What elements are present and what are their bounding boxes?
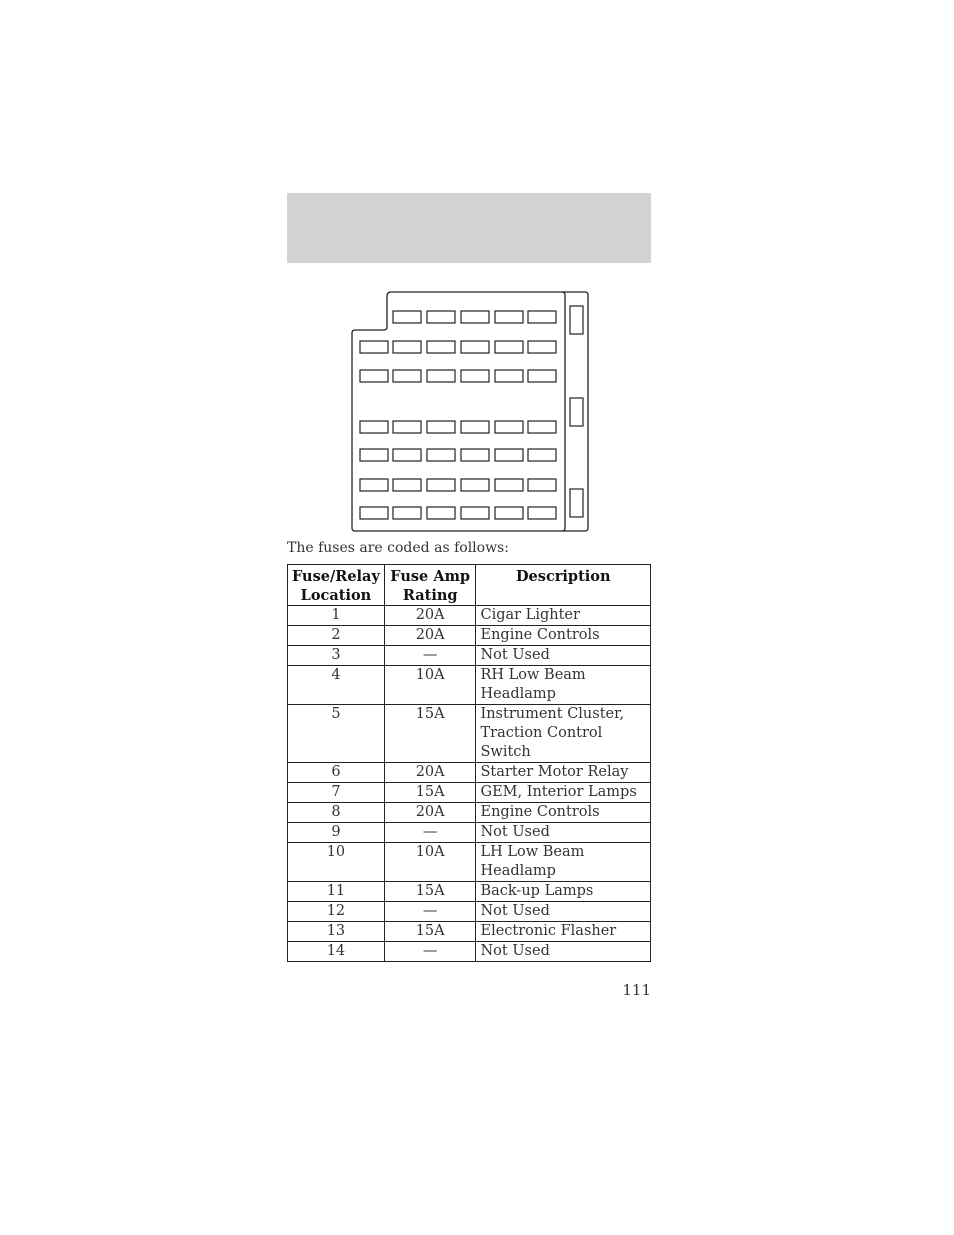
fuse-description-cell [476, 823, 651, 843]
header-rating [384, 565, 476, 606]
fuse-slot [427, 507, 455, 519]
fuse-slot [360, 421, 388, 433]
table-row [288, 823, 651, 843]
table-row [288, 922, 651, 942]
fuse-slot [528, 370, 556, 382]
fuse-slot [360, 370, 388, 382]
fuse-description-line: Instrument Cluster, [480, 706, 625, 722]
fuse-slot [393, 507, 421, 519]
fuse-location-cell: 14 [288, 942, 385, 962]
fuse-rating-cell: 15A [384, 922, 476, 942]
table-row [288, 843, 651, 882]
fuse-description-line: Engine Controls [480, 804, 600, 820]
fuse-location-cell: 10 [288, 843, 385, 882]
fuse-description-line: LH Low Beam [480, 844, 585, 860]
fuse-description-cell [476, 803, 651, 823]
fuse-slot [427, 421, 455, 433]
fuse-slot [461, 341, 489, 353]
fuse-rating-cell: 15A [384, 882, 476, 902]
fuse-description-cell [476, 606, 651, 626]
fuse-slot [495, 479, 523, 491]
fuse-description-line: GEM, Interior Lamps [480, 784, 637, 800]
fuse-slot [461, 421, 489, 433]
relay-slot [570, 489, 583, 517]
header-rating-line2: Rating [402, 587, 458, 604]
fuse-description-line: Engine Controls [480, 627, 600, 643]
fuse-slot [393, 449, 421, 461]
page-number: 111 [622, 981, 651, 999]
fuse-location-cell: 7 [288, 783, 385, 803]
fuse-slot [461, 479, 489, 491]
fuse-slot [495, 421, 523, 433]
fuse-location-cell: 8 [288, 803, 385, 823]
header-description-line1: Description [515, 568, 611, 585]
fuse-location-cell: 5 [288, 705, 385, 763]
table-row [288, 763, 651, 783]
fuse-description-line: RH Low Beam [480, 667, 586, 683]
fuse-description-cell [476, 646, 651, 666]
fuse-slot [528, 341, 556, 353]
fuse-description-line: Traction Control Switch [480, 725, 603, 760]
fuse-location-cell: 9 [288, 823, 385, 843]
fuse-slot [393, 479, 421, 491]
header-description [476, 565, 651, 606]
table-row [288, 902, 651, 922]
fuse-slot [393, 421, 421, 433]
header-rating-line1: Fuse Amp [390, 568, 471, 585]
fuse-description-cell [476, 843, 651, 882]
section-header-band [287, 193, 651, 263]
fuse-description-line: Not Used [480, 647, 550, 663]
table-row [288, 942, 651, 962]
relay-slot [570, 306, 583, 334]
fuse-description-cell [476, 763, 651, 783]
fuse-location-cell: 1 [288, 606, 385, 626]
fuse-slot [393, 370, 421, 382]
fuse-slot [427, 479, 455, 491]
fuse-rating-cell: 15A [384, 783, 476, 803]
fuse-description-line: Headlamp [480, 863, 556, 879]
fuse-description-cell [476, 882, 651, 902]
fuse-slot [427, 341, 455, 353]
fuse-table-header-row [288, 565, 651, 606]
fuse-location-cell: 3 [288, 646, 385, 666]
fuse-description-cell [476, 922, 651, 942]
fuse-panel-diagram [350, 291, 590, 533]
fuse-description-cell [476, 902, 651, 922]
fuse-description-cell [476, 705, 651, 763]
fuse-slot [393, 341, 421, 353]
table-row [288, 666, 651, 705]
table-row [288, 803, 651, 823]
fuse-slot [461, 449, 489, 461]
relay-slot [570, 398, 583, 426]
fuse-table [287, 564, 651, 962]
fuse-description-line: Not Used [480, 903, 550, 919]
fuse-location-cell: 11 [288, 882, 385, 902]
fuse-description-cell [476, 626, 651, 646]
header-location-line1: Fuse/Relay [292, 568, 380, 585]
fuse-rating-cell: 20A [384, 803, 476, 823]
fuse-rating-cell: — [384, 902, 476, 922]
fuse-slot [427, 449, 455, 461]
fuse-location-cell: 2 [288, 626, 385, 646]
fuse-slot [528, 479, 556, 491]
fuse-slot [360, 341, 388, 353]
fuse-description-line: Electronic Flasher [480, 923, 617, 939]
fuse-slot [528, 311, 556, 323]
fuse-description-line: Starter Motor Relay [480, 764, 629, 780]
fuse-location-cell: 4 [288, 666, 385, 705]
table-row [288, 646, 651, 666]
fuse-description-cell [476, 942, 651, 962]
fuse-rating-cell: 20A [384, 606, 476, 626]
table-row [288, 626, 651, 646]
fuse-location-cell: 12 [288, 902, 385, 922]
fuse-description-line: Cigar Lighter [480, 607, 580, 623]
fuse-location-cell: 6 [288, 763, 385, 783]
fuse-slot [393, 311, 421, 323]
fuse-slot [495, 507, 523, 519]
table-row [288, 783, 651, 803]
fuse-slot [528, 507, 556, 519]
fuse-rating-cell: — [384, 646, 476, 666]
fuse-location-cell: 13 [288, 922, 385, 942]
fuse-slot [461, 370, 489, 382]
fuse-rating-cell: 20A [384, 763, 476, 783]
fuse-slot [528, 421, 556, 433]
fuse-rating-cell: 10A [384, 666, 476, 705]
table-row [288, 705, 651, 763]
fuse-rating-cell: — [384, 942, 476, 962]
fuse-description-cell [476, 666, 651, 705]
table-row [288, 606, 651, 626]
fuse-slot [495, 370, 523, 382]
fuse-slot [360, 449, 388, 461]
fuse-slot [461, 311, 489, 323]
fuse-slot [427, 311, 455, 323]
fuse-slot [495, 449, 523, 461]
header-location-line2: Location [300, 587, 372, 604]
intro-text: The fuses are coded as follows: [287, 540, 509, 556]
fuse-rating-cell: — [384, 823, 476, 843]
fuse-panel-outline [352, 292, 588, 531]
fuse-description-line: Not Used [480, 824, 550, 840]
fuse-rating-cell: 20A [384, 626, 476, 646]
table-row [288, 882, 651, 902]
fuse-slot [360, 479, 388, 491]
fuse-rating-cell: 15A [384, 705, 476, 763]
fuse-description-line: Not Used [480, 943, 550, 959]
fuse-description-cell [476, 783, 651, 803]
fuse-slot [461, 507, 489, 519]
fuse-slot [427, 370, 455, 382]
header-location [288, 565, 385, 606]
fuse-slot [495, 341, 523, 353]
fuse-description-line: Headlamp [480, 686, 556, 702]
fuse-description-line: Back-up Lamps [480, 883, 594, 899]
fuse-slot [495, 311, 523, 323]
fuse-slot [528, 449, 556, 461]
fuse-rating-cell: 10A [384, 843, 476, 882]
relay-strip-divider [562, 292, 565, 531]
fuse-slot [360, 507, 388, 519]
